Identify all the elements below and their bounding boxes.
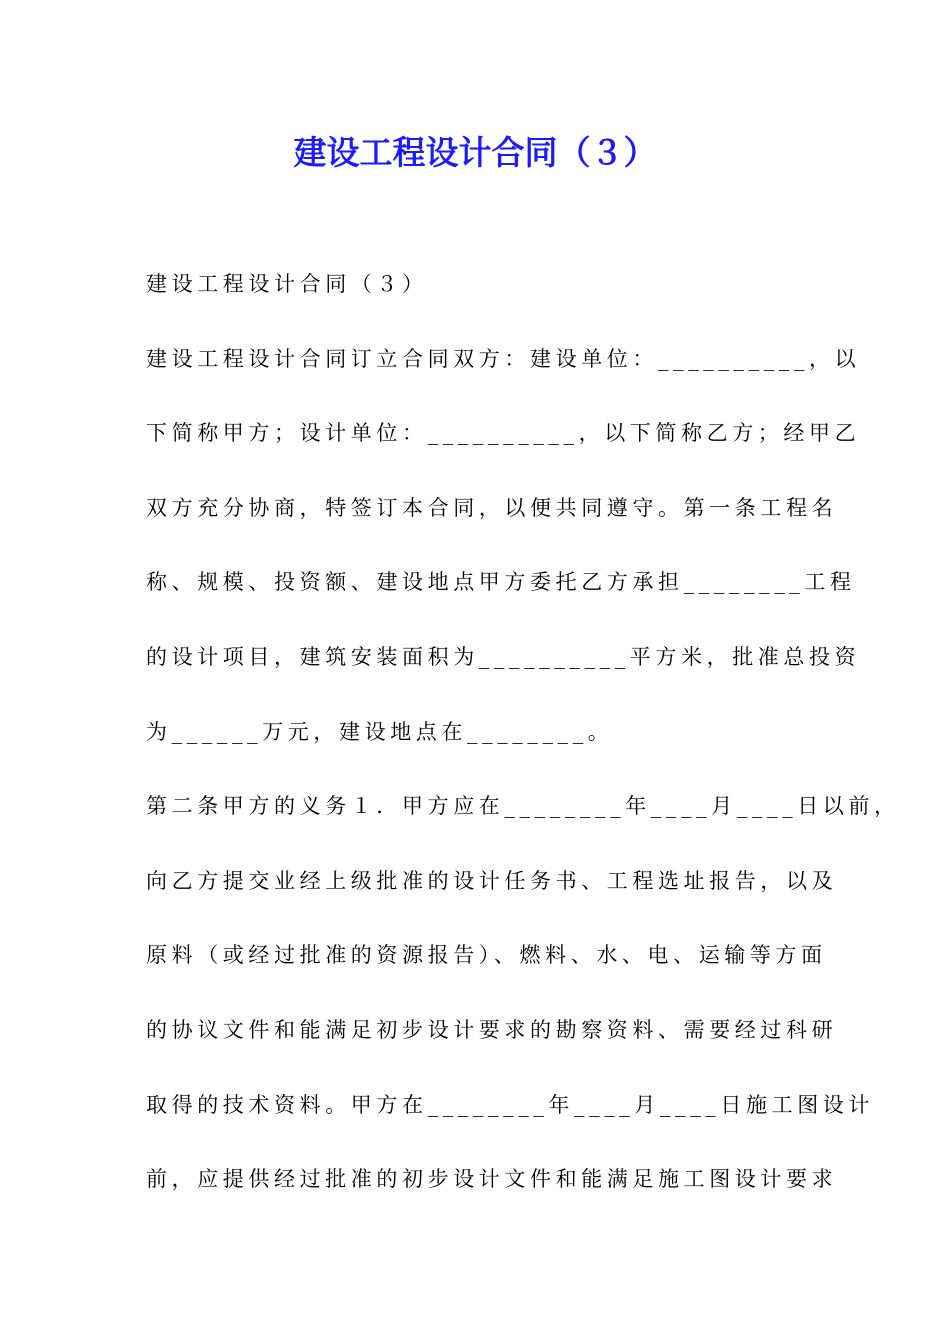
body-line: 向乙方提交业经上级批准的设计任务书、工程选址报告，以及 [146, 868, 838, 893]
body-line: 第二条甲方的义务１．甲方应在________年____月____日以前， [146, 794, 900, 819]
body-line: 的设计项目，建筑安装面积为__________平方米，批准总投资 [146, 644, 861, 669]
body-line: 取得的技术资料。甲方在________年____月____日施工图设计 [146, 1092, 874, 1117]
body-line: 建设工程设计合同订立合同双方：建设单位：__________，以 [146, 346, 861, 371]
body-line: 为______万元，建设地点在________。 [146, 719, 614, 744]
body-line: 建设工程设计合同（３） [146, 272, 428, 296]
document-title: 建设工程设计合同（３） [293, 133, 657, 172]
body-line: 原料（或经过批准的资源报告）、燃料、水、电、运输等方面 [146, 943, 827, 968]
body-line: 称、规模、投资额、建设地点甲方委托乙方承担________工程 [146, 570, 856, 595]
body-line: 双方充分协商，特签订本合同，以便共同遵守。第一条工程名 [146, 495, 838, 520]
body-line: 的协议文件和能满足初步设计要求的勘察资料、需要经过科研 [146, 1017, 838, 1042]
body-line: 下简称甲方；设计单位：__________，以下简称乙方；经甲乙 [146, 421, 861, 446]
body-line: 前，应提供经过批准的初步设计文件和能满足施工图设计要求 [146, 1167, 838, 1192]
document-body [146, 262, 900, 1232]
